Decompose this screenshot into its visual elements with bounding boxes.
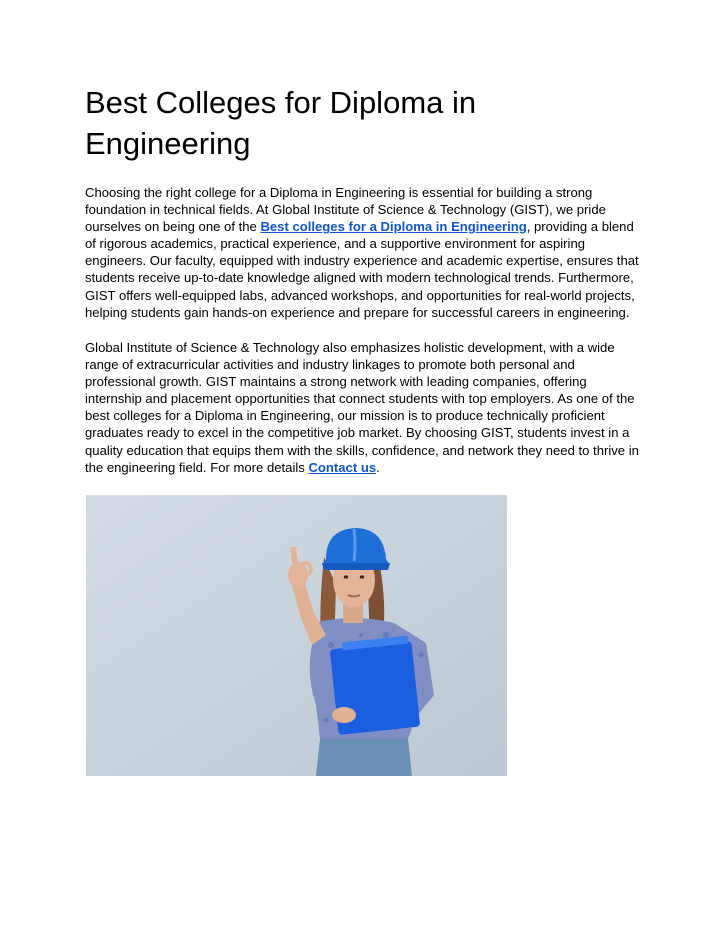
paragraph-text: .	[376, 459, 380, 475]
intro-paragraph	[85, 184, 637, 321]
paragraph-text: , providing a blend	[526, 219, 634, 235]
paragraph-text: the engineering field. For more details	[85, 459, 309, 475]
paragraph-line	[85, 459, 637, 476]
paragraph-line: engineers. Our faculty, equipped with industry experience and academic expertise, ensures that	[85, 253, 639, 269]
paragraph-line: best colleges for a Diploma in Engineering, our mission is to produce technically proficient	[85, 408, 605, 424]
best-colleges-link[interactable]: Best colleges for a Diploma in Engineering	[260, 219, 527, 235]
title-line-1: Best Colleges for Diploma in	[85, 85, 477, 120]
student-photo	[86, 495, 507, 776]
photo-background	[86, 495, 507, 776]
paragraph-line: Choosing the right college for a Diploma in Engineering is essential for building a strong	[85, 185, 593, 200]
paragraph-line: GIST offers well-equipped labs, advanced workshops, and opportunities for real-world projects,	[85, 287, 635, 303]
development-paragraph	[85, 339, 637, 476]
paragraph-text: ourselves on being one of the	[85, 219, 261, 235]
paragraph-line: helping students gain hands-on experience and prepare for successful careers in engineering.	[85, 304, 630, 320]
paragraph-line: quality education that equips them with the skills, confidence, and network they need to thrive in	[85, 442, 639, 458]
paragraph-line: professional growth. GIST maintains a strong network with leading companies, offering	[85, 374, 587, 390]
contact-us-link[interactable]: Contact us	[308, 459, 377, 475]
paragraph-line: graduates ready to excel in the competitive job market. By choosing GIST, students invest in a	[85, 425, 630, 441]
page-title	[85, 82, 645, 164]
paragraph-line: foundation in technical fields. At Global Institute of Science & Technology (GIST), we pride	[85, 202, 606, 218]
paragraph-line	[85, 218, 637, 235]
paragraph-line: internship and placement opportunities that connect students with top employers. As one of the	[85, 391, 635, 407]
paragraph-line: students receive up-to-date knowledge aligned with modern technological trends. Furthermore,	[85, 270, 634, 286]
paragraph-line: Global Institute of Science & Technology also emphasizes holistic development, with a wide	[85, 340, 615, 355]
paragraph-line: range of extracurricular activities and industry linkages to promote both personal and	[85, 357, 575, 373]
hand	[332, 707, 356, 723]
jeans	[316, 739, 412, 776]
paragraph-line: of rigorous academics, practical experience, and a supportive environment for aspiring	[85, 236, 586, 252]
title-line-2: Engineering	[85, 126, 251, 161]
